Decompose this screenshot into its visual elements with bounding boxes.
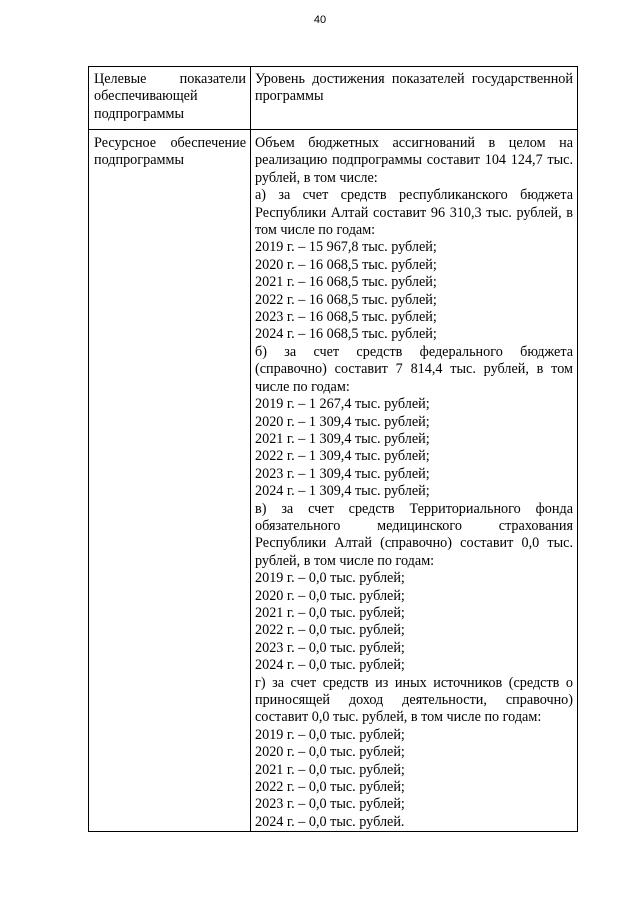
table-row-resource-provision — [89, 130, 578, 832]
section-b-year-2019: 2019 г. – 1 267,4 тыс. рублей; — [255, 396, 430, 413]
section-a-year-2022: 2022 г. – 16 068,5 тыс. рублей; — [255, 291, 437, 308]
section-b-year-2023: 2023 г. – 1 309,4 тыс. рублей; — [255, 465, 430, 482]
section-d-year-2021: 2021 г. – 0,0 тыс. рублей; — [255, 761, 405, 778]
subprogram-passport-table — [88, 66, 578, 832]
section-d-year-2020: 2020 г. – 0,0 тыс. рублей; — [255, 744, 405, 761]
section-b-heading: б) за счет средств федерального бюджета (справочно) составит 7 814,4 тыс. рублей, в том числе по годам: — [255, 343, 573, 395]
row-label-resource-provision: Ресурсное обеспечение подпрограммы — [89, 130, 251, 832]
section-b-year-2021: 2021 г. – 1 309,4 тыс. рублей; — [255, 430, 430, 447]
funding-intro: Объем бюджетных ассигнований в целом на реализацию подпрограммы составит 104 124,7 тыс. рублей, в том числе: — [255, 135, 573, 186]
table-header-row — [89, 67, 578, 130]
section-c-year-2022: 2022 г. – 0,0 тыс. рублей; — [255, 622, 405, 639]
section-a-year-2020: 2020 г. – 16 068,5 тыс. рублей; — [255, 256, 437, 273]
section-c-heading: в) за счет средств Территориального фонда обязательного медицинского страхования Республики Алтай (справочно) составит 0,0 тыс. рублей, в том числе по годам: — [255, 500, 573, 569]
section-a-year-2021: 2021 г. – 16 068,5 тыс. рублей; — [255, 274, 437, 291]
section-c-year-2021: 2021 г. – 0,0 тыс. рублей; — [255, 604, 405, 621]
section-b-year-2020: 2020 г. – 1 309,4 тыс. рублей; — [255, 413, 430, 430]
section-b-year-2024: 2024 г. – 1 309,4 тыс. рублей; — [255, 483, 430, 500]
section-a-year-2023: 2023 г. – 16 068,5 тыс. рублей; — [255, 309, 437, 326]
header-achievement-level: Уровень достижения показателей государственной программы — [251, 67, 578, 130]
funding-section-b — [255, 344, 573, 501]
section-d-year-2024: 2024 г. – 0,0 тыс. рублей. — [255, 813, 405, 830]
section-c-year-2020: 2020 г. – 0,0 тыс. рублей; — [255, 587, 405, 604]
section-b-year-2022: 2022 г. – 1 309,4 тыс. рублей; — [255, 448, 430, 465]
funding-section-c — [255, 501, 573, 675]
section-a-year-2019: 2019 г. – 15 967,8 тыс. рублей; — [255, 239, 437, 256]
page-number: 40 — [313, 14, 327, 26]
section-d-year-2023: 2023 г. – 0,0 тыс. рублей; — [255, 796, 405, 813]
funding-section-a — [255, 187, 573, 344]
section-c-year-2024: 2024 г. – 0,0 тыс. рублей; — [255, 657, 405, 674]
funding-section-d — [255, 675, 573, 832]
section-c-year-2023: 2023 г. – 0,0 тыс. рублей; — [255, 639, 405, 656]
section-d-year-2022: 2022 г. – 0,0 тыс. рублей; — [255, 779, 405, 796]
section-d-year-2019: 2019 г. – 0,0 тыс. рублей; — [255, 726, 405, 743]
section-c-year-2019: 2019 г. – 0,0 тыс. рублей; — [255, 570, 405, 587]
section-a-year-2024: 2024 г. – 16 068,5 тыс. рублей; — [255, 326, 437, 343]
header-target-indicators: Целевые показатели обеспечивающей подпрограммы — [89, 67, 251, 130]
section-a-heading: а) за счет средств республиканского бюджета Республики Алтай составит 96 310,3 тыс. рублей, в том числе по годам: — [255, 187, 573, 239]
section-d-heading: г) за счет средств из иных источников (средств о приносящей доход деятельности, справочно) составит 0,0 тыс. рублей, в том числе по годам: — [255, 674, 573, 726]
funding-details-cell — [251, 130, 578, 832]
